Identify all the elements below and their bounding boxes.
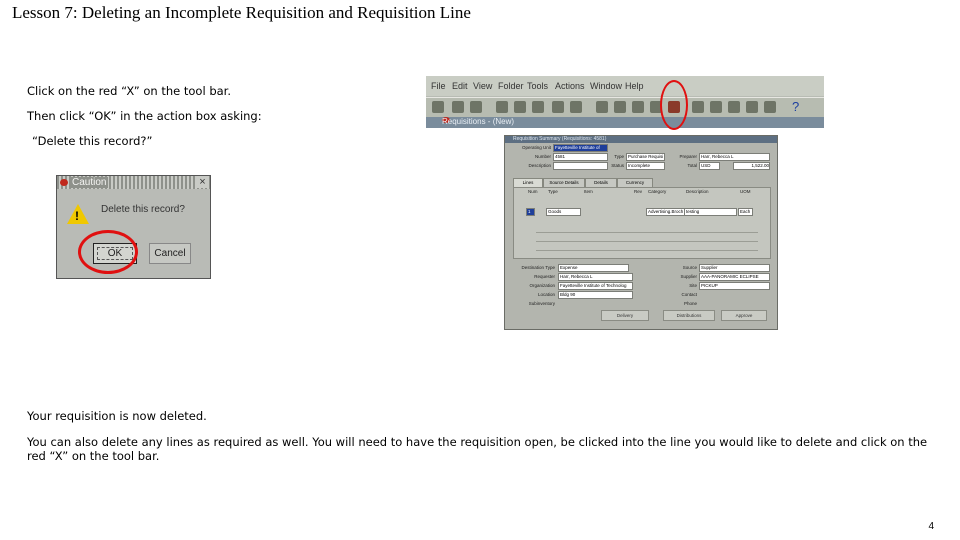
- paste-icon[interactable]: [632, 101, 644, 113]
- grid-header-type: Type: [548, 189, 558, 194]
- status-label: Status: [611, 163, 624, 168]
- location-label: Location: [537, 292, 555, 297]
- line-type-cell[interactable]: Goods: [546, 208, 581, 216]
- ok-highlight-circle: [78, 230, 138, 274]
- supplier-field[interactable]: AAA-PANORAMIC ECLIPSE: [699, 273, 770, 281]
- total-field: 1,522.00: [733, 162, 770, 170]
- site-label: Site: [689, 283, 697, 288]
- type-label: Type: [614, 154, 624, 159]
- empty-grid-row: [536, 234, 758, 242]
- instruction-delete-question: “Delete this record?”: [32, 134, 153, 148]
- folder-tools-icon[interactable]: [764, 101, 776, 113]
- attachments-icon[interactable]: [746, 101, 758, 113]
- grid-header-rev: Rev: [634, 189, 643, 194]
- menu-bar: [426, 76, 824, 96]
- description-label: Description: [528, 163, 551, 168]
- instruction-click-red-x: Click on the red “X” on the tool bar.: [27, 84, 231, 98]
- close-icon[interactable]: ×: [197, 176, 208, 188]
- approve-button[interactable]: Approve: [721, 310, 767, 321]
- source-label: Source: [682, 265, 697, 270]
- menu-tools[interactable]: Tools: [527, 81, 549, 91]
- delete-lines-text: You can also delete any lines as required as well. You will need to have the requisition open, be clicked into the line you would like to delete and click on the red “X” on the tool bar.: [27, 435, 928, 463]
- grid-header-description: Description: [686, 189, 709, 194]
- line-description-cell[interactable]: testing: [684, 208, 737, 216]
- source-field[interactable]: Supplier: [699, 264, 770, 272]
- help-icon[interactable]: ?: [792, 99, 800, 114]
- oracle-logo-icon: [60, 179, 68, 186]
- preparer-field[interactable]: Harr, Rebecca L: [699, 153, 770, 161]
- cancel-button[interactable]: Cancel: [149, 243, 191, 264]
- dialog-title-bar: [57, 176, 210, 189]
- menu-help[interactable]: Help: [625, 81, 644, 91]
- destination-type-field[interactable]: Expense: [558, 264, 629, 272]
- phone-label: Phone: [683, 301, 697, 306]
- site-field[interactable]: PICKUP: [699, 282, 770, 290]
- contact-label: Contact: [681, 292, 697, 297]
- type-field[interactable]: Purchase Requisi: [628, 154, 664, 159]
- cut-icon[interactable]: [596, 101, 608, 113]
- menu-file[interactable]: File: [431, 81, 446, 91]
- copy-icon[interactable]: [614, 101, 626, 113]
- requester-field[interactable]: Harr, Rebecca L: [558, 273, 633, 281]
- description-field[interactable]: [553, 162, 608, 170]
- delivery-button[interactable]: Delivery: [601, 310, 649, 321]
- window-title: Requisitions - (New): [442, 117, 515, 126]
- organization-label: Organization: [529, 283, 555, 288]
- instruction-click-ok: Then click “OK” in the action box asking:: [27, 109, 262, 123]
- number-field[interactable]: 4581: [553, 153, 608, 161]
- form-title: Requisition Summary (Requisitions: 4581): [513, 136, 607, 142]
- red-x-highlight-circle: [660, 80, 688, 130]
- translations-icon[interactable]: [728, 101, 740, 113]
- grid-header-category: Category: [648, 189, 667, 194]
- tool-row: [426, 97, 824, 117]
- result-text: Your requisition is now deleted.: [27, 409, 207, 423]
- location-field[interactable]: Bldg 90: [558, 291, 633, 299]
- next-step-icon[interactable]: [532, 101, 544, 113]
- save-and-proceed-icon[interactable]: [552, 101, 564, 113]
- tab-lines[interactable]: Lines: [513, 178, 543, 188]
- lines-grid: [513, 187, 771, 259]
- form-title-bar: [505, 136, 777, 143]
- toolbar-screenshot: [426, 76, 824, 128]
- menu-edit[interactable]: Edit: [452, 81, 468, 91]
- dialog-message: Delete this record?: [101, 204, 185, 215]
- dialog-title: Caution: [72, 177, 107, 188]
- grid-header-uom: UOM: [740, 189, 751, 194]
- currency-field: USD: [699, 162, 720, 170]
- requisition-form-screenshot: [504, 135, 778, 330]
- line-num-cell[interactable]: 1: [526, 208, 535, 216]
- menu-actions[interactable]: Actions: [555, 81, 585, 91]
- zoom-icon[interactable]: [710, 101, 722, 113]
- operating-unit-field[interactable]: Fayetteville Institute of: [553, 144, 608, 152]
- supplier-label: Supplier: [680, 274, 697, 279]
- warning-exclamation: !: [75, 209, 79, 223]
- requester-label: Requester: [534, 274, 555, 279]
- grid-header-num: Num: [528, 189, 538, 194]
- empty-grid-row: [536, 225, 758, 233]
- line-uom-cell[interactable]: Each: [738, 208, 753, 216]
- close-form-icon[interactable]: [514, 101, 526, 113]
- navigator-icon[interactable]: [452, 101, 464, 113]
- ok-button-label: OK: [107, 248, 123, 259]
- tab-currency[interactable]: Currency: [617, 178, 653, 188]
- switch-responsibility-icon[interactable]: [570, 101, 582, 113]
- subinventory-label: Subinventory: [528, 301, 555, 306]
- number-label: Number: [534, 154, 551, 159]
- organization-field[interactable]: Fayetteville Institute of Technolog: [558, 282, 633, 290]
- line-category-cell[interactable]: Advertising.Broch: [648, 209, 684, 214]
- menu-window[interactable]: Window: [590, 81, 623, 91]
- page-title: Lesson 7: Deleting an Incomplete Requisition and Requisition Line: [12, 3, 471, 22]
- empty-grid-row: [536, 243, 758, 251]
- distributions-button[interactable]: Distributions: [663, 310, 715, 321]
- print-icon[interactable]: [496, 101, 508, 113]
- grid-header-item: Item: [584, 189, 593, 194]
- page-number: 4: [928, 521, 934, 532]
- new-icon[interactable]: [432, 101, 444, 113]
- edit-field-icon[interactable]: [692, 101, 704, 113]
- operating-unit-label: Operating Unit: [521, 145, 551, 150]
- menu-view[interactable]: View: [473, 81, 493, 91]
- save-icon[interactable]: [470, 101, 482, 113]
- destination-type-label: Destination Type: [521, 265, 555, 270]
- tab-details[interactable]: Details: [585, 178, 617, 188]
- preparer-label: Preparer: [679, 154, 697, 159]
- tab-source-details[interactable]: Source Details: [543, 178, 585, 188]
- menu-folder[interactable]: Folder: [498, 81, 524, 91]
- total-label: Total: [687, 163, 697, 168]
- window-title-strip: [426, 117, 824, 128]
- status-field: Incomplete: [626, 162, 665, 170]
